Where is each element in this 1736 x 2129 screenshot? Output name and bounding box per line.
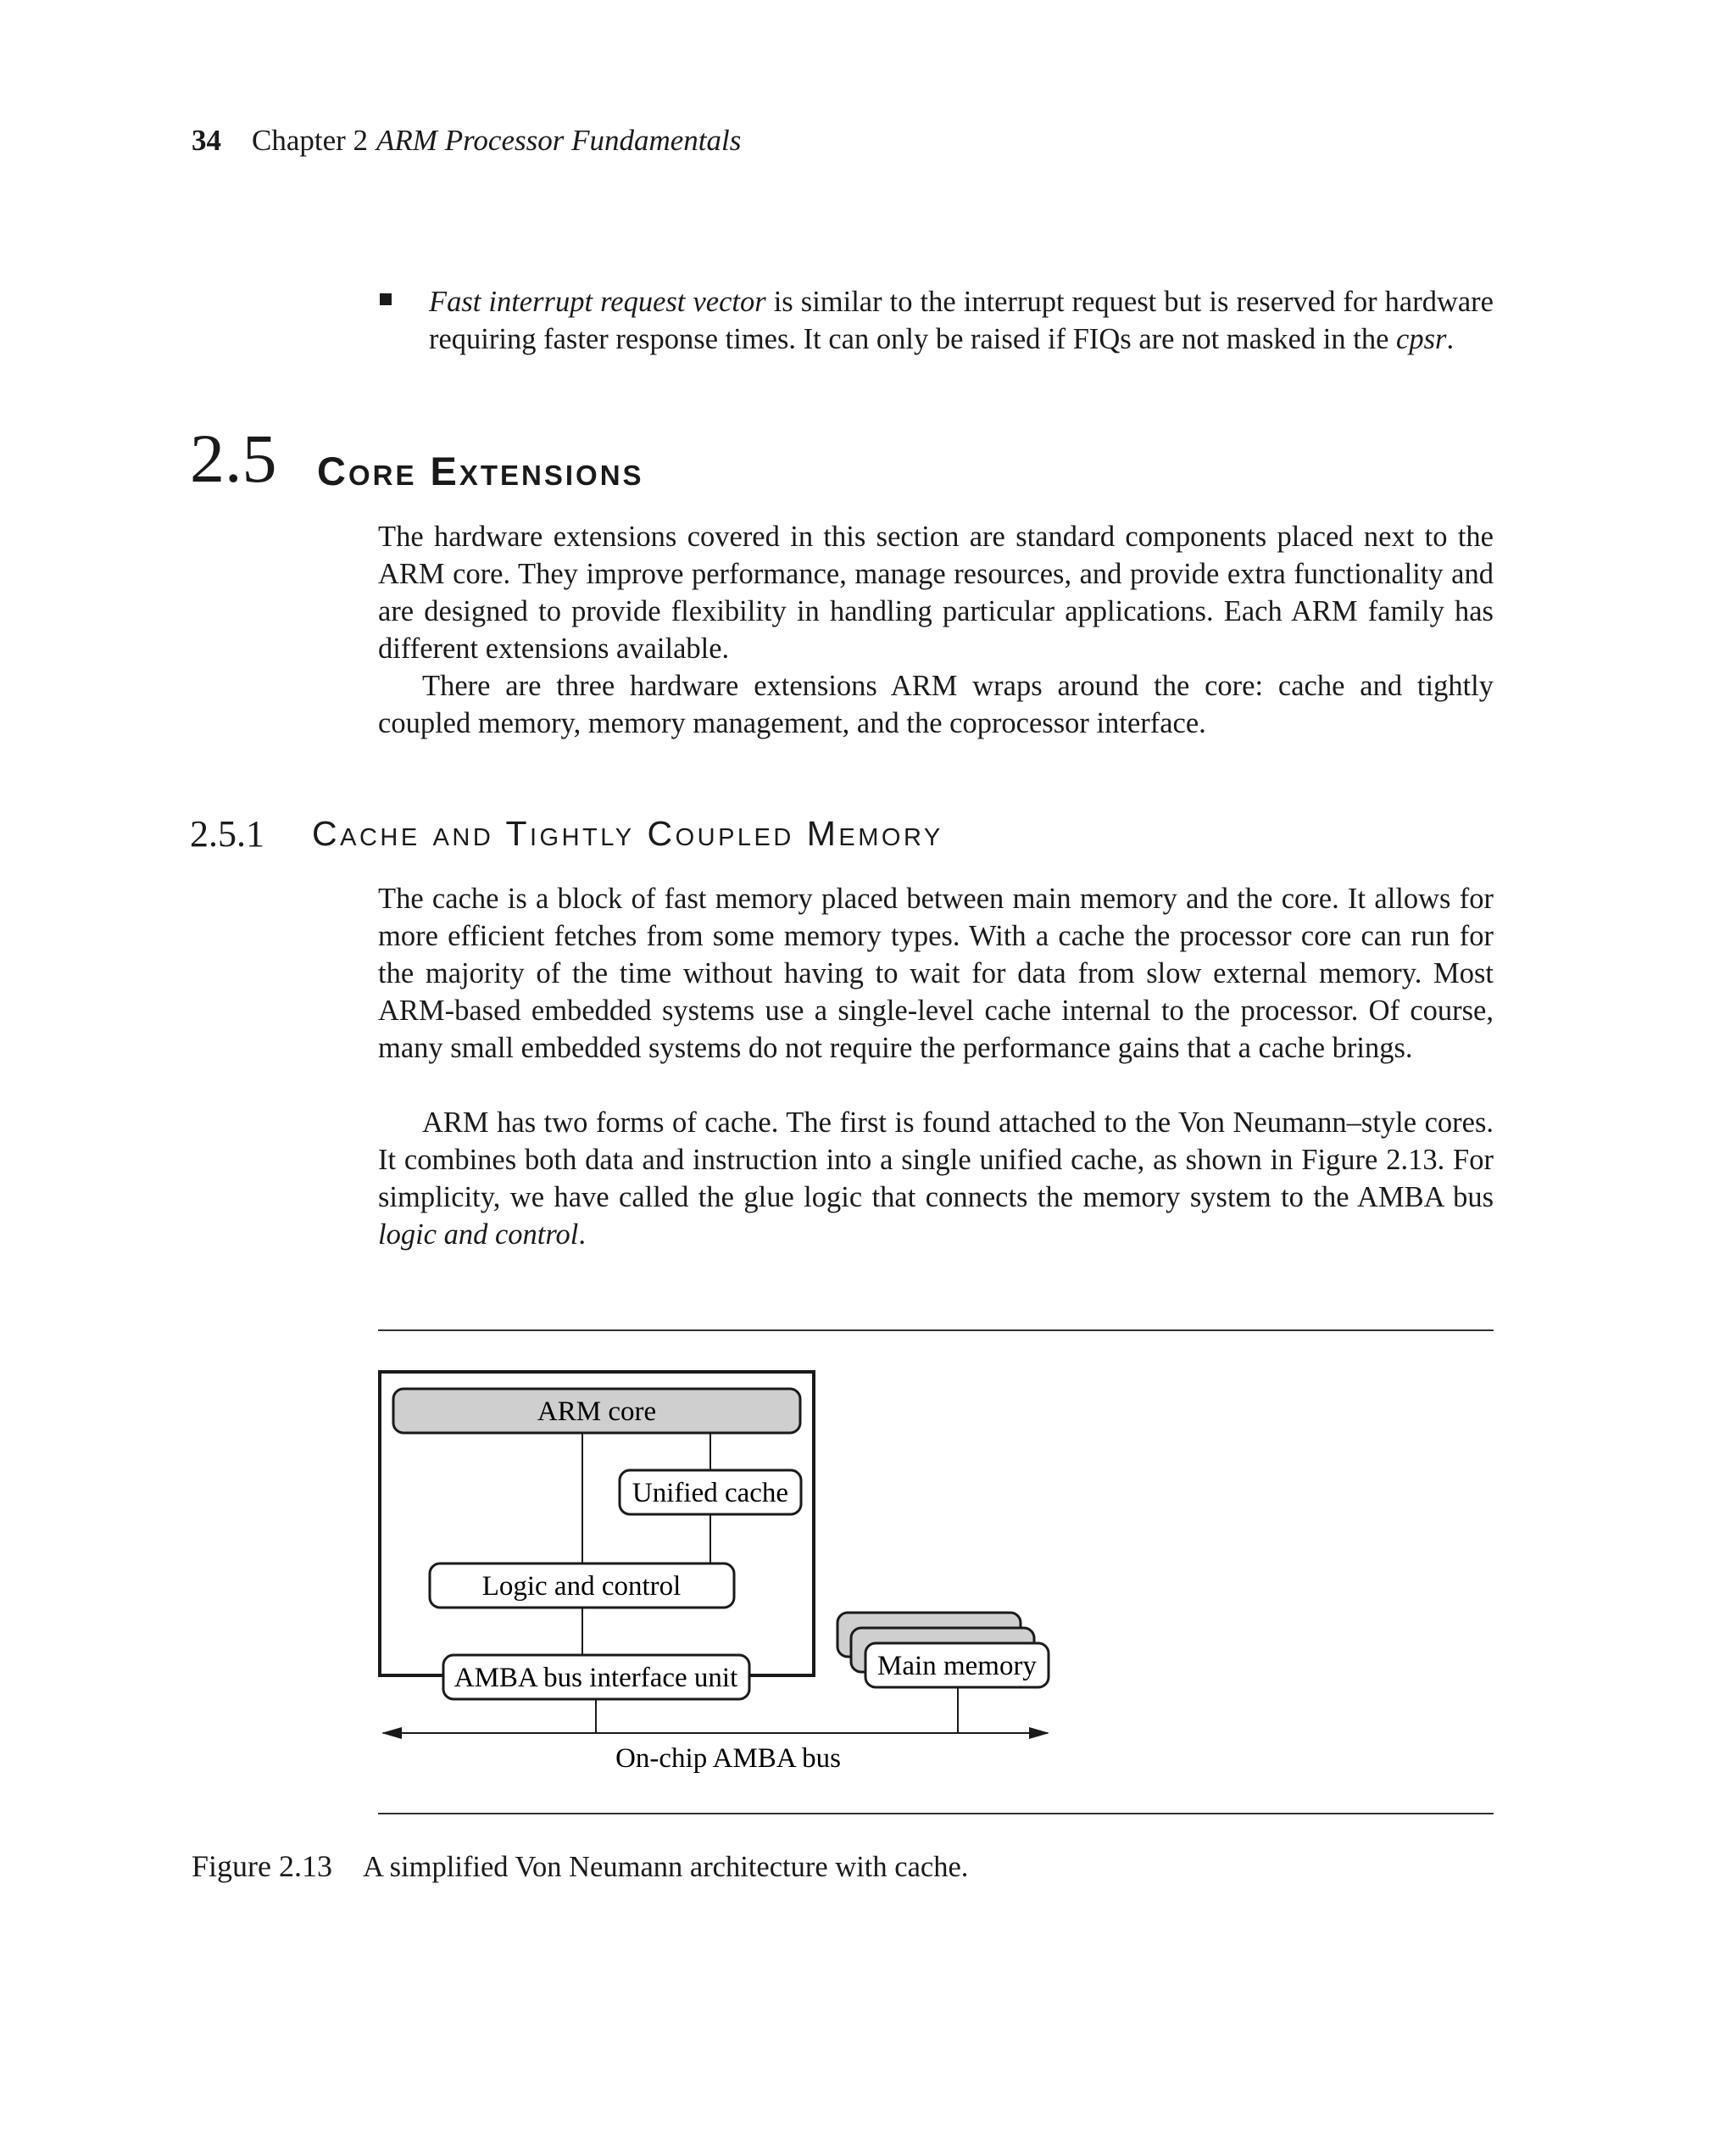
bullet-text-b: . [1446, 323, 1455, 355]
chapter-label: Chapter 2 [252, 124, 369, 157]
unified-cache-label: Unified cache [632, 1478, 789, 1508]
figure-caption [192, 1848, 968, 1884]
section-paragraph-1: The hardware extensions covered in this section are standard components placed next to the ARM core. They improve performance, manage resources, and provide extra functionality and are designed to provide flexibility in handling particular applications. Each ARM family has different extensions available. [378, 521, 1494, 665]
logic-control-block [430, 1563, 734, 1608]
main-memory-block [837, 1613, 1049, 1687]
bullet-term-cpsr: cpsr [1396, 323, 1447, 355]
section-paragraph-2: There are three hardware extensions ARM wraps around the core: cache and tightly coupled memory, memory management, and the coprocessor interface. [378, 670, 1494, 739]
logic-control-label: Logic and control [481, 1571, 682, 1602]
subsection-title: Cache and Tightly Coupled Memory [312, 814, 943, 853]
subsection-paragraph-2-text: ARM has two forms of cache. The first is found attached to the Von Neumann–style cores. It combines both data and instruction into a single unified cache, as shown in Figure 2.13. For simplicity, we have called the glue logic that connects the memory system to the AMBA bus [378, 1106, 1494, 1213]
chapter-title: ARM Processor Fundamentals [376, 124, 742, 157]
section-title: Core Extensions [317, 449, 644, 493]
bus-label: On-chip AMBA bus [615, 1743, 841, 1774]
bullet-term: Fast interrupt request vector [429, 286, 766, 318]
page-number: 34 [192, 124, 221, 157]
arm-core-label: ARM core [537, 1396, 657, 1427]
caption-label: Figure 2.13 [192, 1849, 332, 1883]
unified-cache-block [620, 1470, 801, 1514]
bullet-text-a: is similar to the interrupt request but is reserved for hardware requiring faster response times. It can only be raised if FIQs are not masked in the [429, 286, 1494, 355]
amba-interface-label: AMBA bus interface unit [453, 1663, 738, 1693]
subsection-paragraph-2-end: . [578, 1218, 586, 1251]
subsection-paragraph-2-emphasis: logic and control [378, 1218, 579, 1251]
caption-text: A simplified Von Neumann architecture with cache. [363, 1851, 969, 1883]
arm-core-block [393, 1389, 800, 1433]
subsection-paragraph-1: The cache is a block of fast memory placed between main memory and the core. It allows for more efficient fetches from some memory types. With a cache the processor core can run for the majority of the time without having to wait for data from slow external memory. Most ARM-based embedded systems use a single-level cache internal to the processor. Of course, many small embedded systems do not require the performance gains that a cache brings. [378, 883, 1494, 1064]
section-number: 2.5 [190, 420, 277, 497]
amba-interface-block [443, 1655, 749, 1699]
main-memory-label: Main memory [877, 1651, 1037, 1681]
subsection-number: 2.5.1 [190, 813, 264, 855]
